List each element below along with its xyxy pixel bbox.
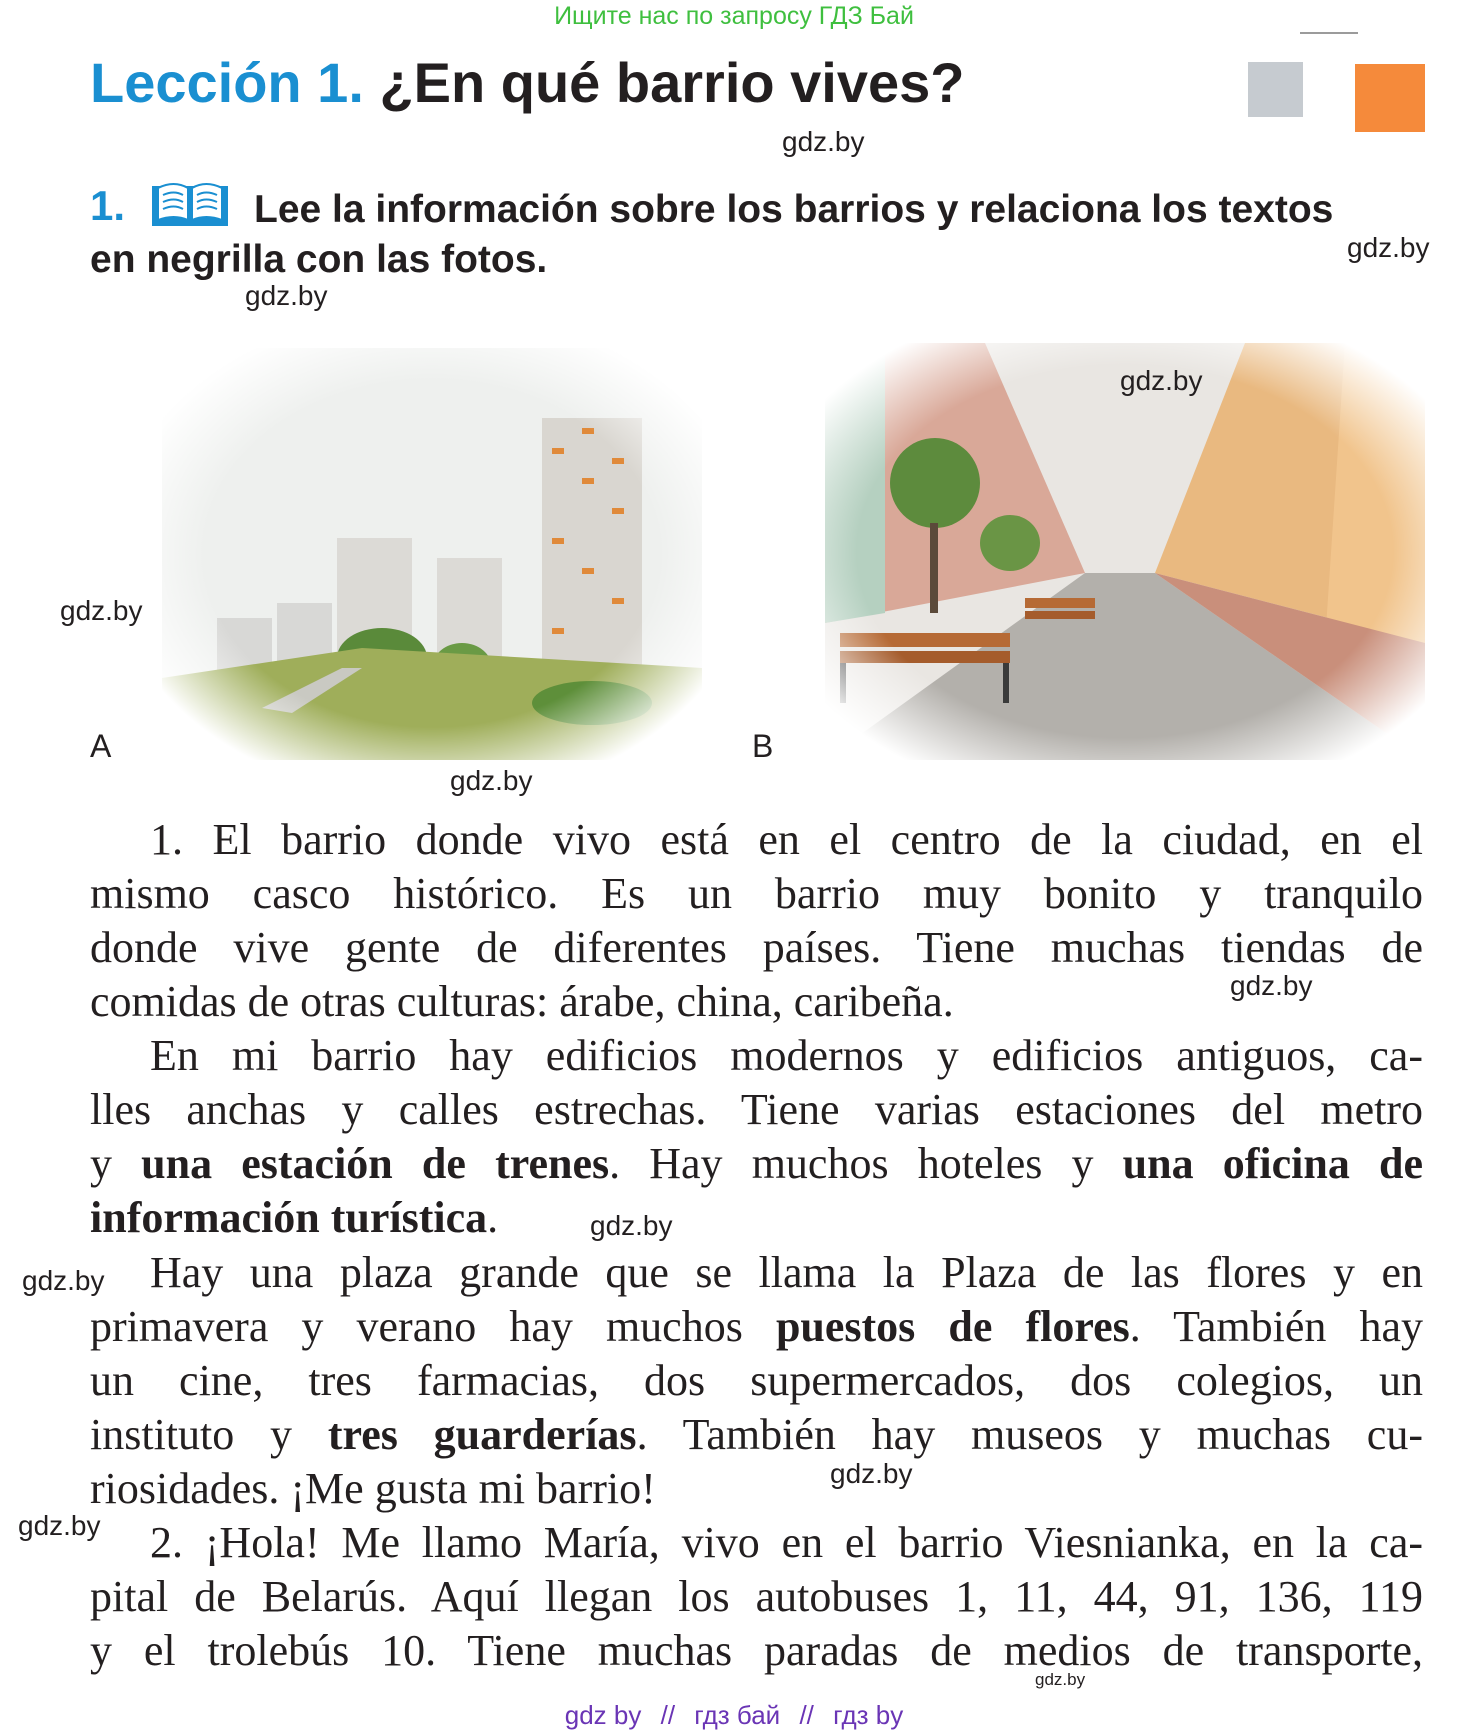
text-segment: 1. El barrio donde vivo está en el centro de la ciudad, en el [150,815,1423,864]
text-segment: En mi barrio hay edificios modernos y edificios antiguos, ca- [150,1031,1423,1080]
footer-link[interactable]: gdz by [564,1700,642,1730]
footer-link[interactable]: гдз by [833,1700,904,1730]
text-line [150,1246,1423,1300]
text-segment: instituto y [90,1410,328,1459]
header-rule [1300,32,1358,34]
watermark: gdz.by [22,1265,105,1296]
bold-phrase: información turística [90,1193,488,1242]
watermark: gdz.by [830,1458,913,1489]
bold-phrase: una oficina de [1122,1139,1424,1188]
footer-link[interactable]: гдз бай [694,1700,781,1730]
watermark: gdz.by [1120,365,1203,396]
text-segment: comidas de otras culturas: árabe, china, caribeña. [90,977,954,1026]
text-line [90,1083,1423,1137]
text-line [90,921,1423,975]
watermark: gdz.by [1035,1670,1086,1689]
text-segment: Hay una plaza grande que se llama la Plaza de las flores y en [150,1248,1423,1297]
photo-label-a: A [90,728,112,764]
footer-links [0,1700,1468,1731]
text-line [90,1462,1423,1516]
text-segment: . [487,1193,499,1242]
watermark: gdz.by [590,1210,673,1241]
watermark: gdz.by [1230,970,1313,1001]
text-line [90,1191,1423,1245]
task-instruction-cont: en negrilla con las fotos. [90,238,548,281]
text-line [150,1029,1423,1083]
text-segment: donde vive gente de diferentes países. Tiene muchas tiendas de [90,923,1423,972]
text-line [90,867,1423,921]
watermark: gdz.by [1347,232,1430,263]
watermark: gdz.by [450,765,533,796]
page-title [90,50,964,115]
text-line [150,813,1423,867]
photo-label-b: B [752,728,774,764]
text-segment: y [90,1139,142,1188]
text-line [150,1516,1423,1570]
text-segment: mismo casco histórico. Es un barrio muy bonito y tranquilo [90,869,1423,918]
task-number: 1. [90,182,126,229]
text-segment: 2. ¡Hola! Me llamo María, vivo en el barrio Viesnianka, en la ca- [150,1518,1423,1567]
gray-square-decoration [1248,62,1303,117]
watermark: gdz.by [782,126,865,157]
text-segment: lles anchas y calles estrechas. Tiene varias estaciones del metro [90,1085,1423,1134]
bold-phrase: tres guarderías [327,1410,637,1459]
text-line [90,1354,1423,1408]
footer-separator: // [660,1700,676,1730]
text-line [90,1137,1423,1191]
text-segment: un cine, tres farmacias, dos supermercados, dos colegios, un [90,1356,1423,1405]
text-segment: . Hay muchos hoteles y [609,1139,1123,1188]
text-line [90,975,1423,1029]
photo-a-apartment-towers [162,348,702,760]
watermark: gdz.by [18,1510,101,1541]
task-instruction: Lee la información sobre los barrios y relaciona los textos [254,188,1334,231]
lesson-title: ¿En qué barrio vives? [379,51,965,114]
watermark: gdz.by [245,280,328,311]
text-segment: primavera y verano hay muchos [90,1302,776,1351]
orange-square-decoration [1355,64,1425,132]
text-line [90,1408,1423,1462]
text-segment: . También hay [1129,1302,1423,1351]
bold-phrase: una estación de trenes [141,1139,610,1188]
text-segment: . También hay museos y muchas cu- [636,1410,1423,1459]
footer-separator: // [799,1700,814,1730]
watermark: gdz.by [60,595,143,626]
text-line [90,1300,1423,1354]
top-banner: Ищите нас по запросу ГДЗ Бай [554,2,914,30]
bold-phrase: puestos de flores [775,1302,1130,1351]
text-line [90,1570,1423,1624]
book-icon [150,178,230,228]
text-segment: pital de Belarús. Aquí llegan los autobuses 1, 11, 44, 91, 136, 119 [90,1572,1423,1621]
photo-b-historic-street [825,343,1425,760]
lesson-number: Lección 1. [90,51,364,114]
text-segment: riosidades. ¡Me gusta mi barrio! [90,1464,656,1513]
text-segment: y el trolebús 10. Tiene muchas paradas de medios de transporte, [90,1626,1423,1675]
text-line [90,1624,1423,1678]
